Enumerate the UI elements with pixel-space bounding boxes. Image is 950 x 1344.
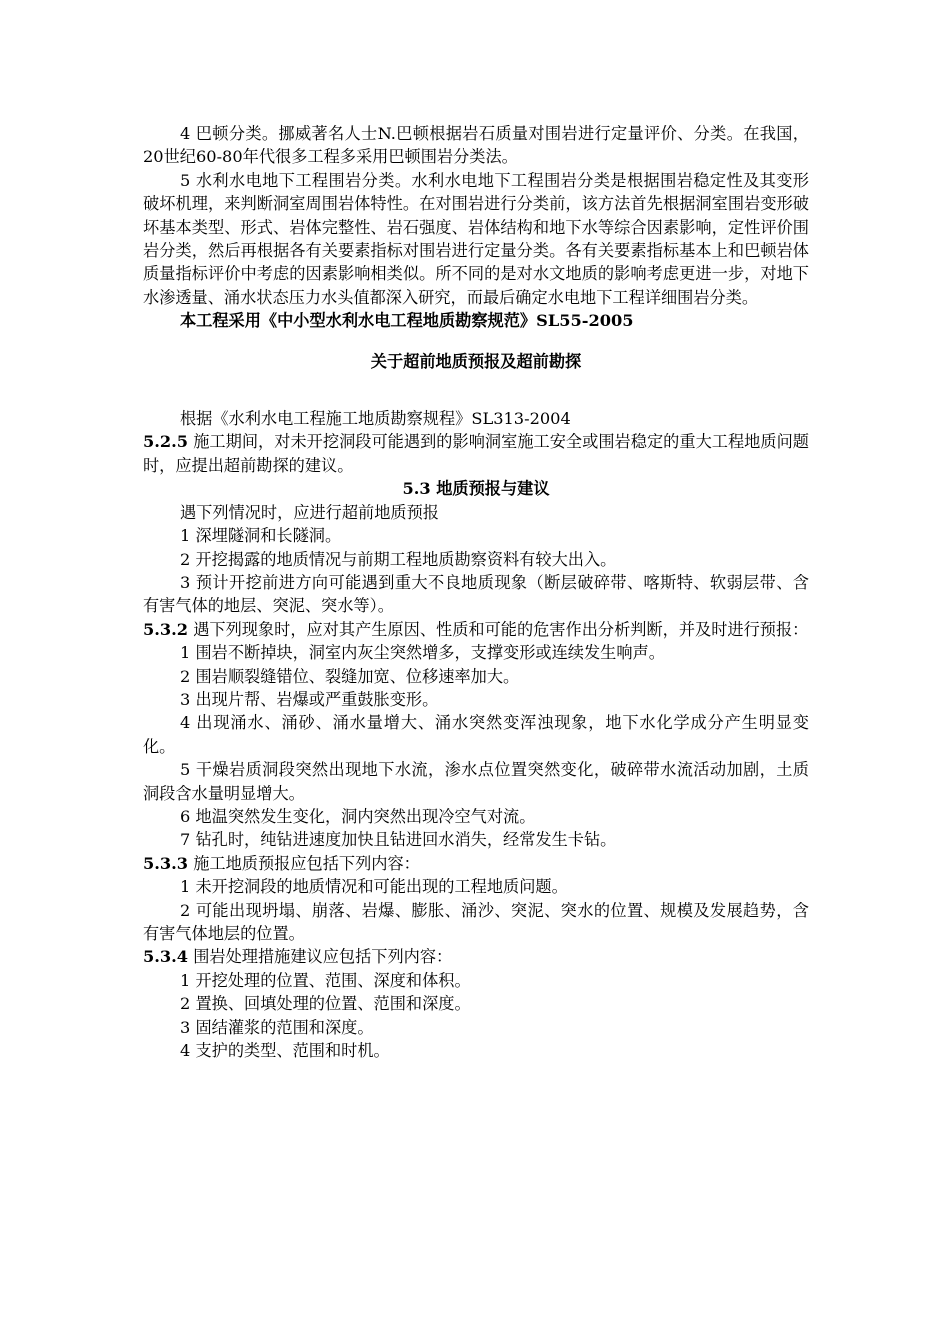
paragraph-barton-classification: 4 巴顿分类。挪威著名人士N.巴顿根据岩石质量对围岩进行定量评价、分类。在我国，20世纪60-80年代很多工程多采用巴顿围岩分类法。 xyxy=(143,124,809,167)
clause-number: 5.3.4 xyxy=(143,947,189,967)
paragraph-reference-standard: 根据《水利水电工程施工地质勘察规程》SL313-2004 xyxy=(180,409,571,429)
list-item: 2 开挖揭露的地质情况与前期工程地质勘察资料有较大出入。 xyxy=(180,549,617,569)
list-item: 1 开挖处理的位置、范围、深度和体积。 xyxy=(180,970,471,990)
clause-5-3-4 xyxy=(143,945,809,968)
clause-5-3-2 xyxy=(143,618,809,641)
paragraph-forecast-conditions: 遇下列情况时，应进行超前地质预报 xyxy=(180,502,439,522)
list-item: 7 钻孔时，纯钻进速度加快且钻进回水消失，经常发生卡钻。 xyxy=(180,830,617,850)
document-body xyxy=(143,122,809,1062)
list-item: 2 围岩顺裂缝错位、裂缝加宽、位移速率加大。 xyxy=(180,666,520,686)
list-item: 2 可能出现坍塌、崩落、岩爆、膨胀、涌沙、突泥、突水的位置、规模及发展趋势，含有害气体地层的位置。 xyxy=(143,900,809,943)
list-item: 5 干燥岩质洞段突然出现地下水流，渗水点位置突然变化，破碎带水流活动加剧，土质洞段含水量明显增大。 xyxy=(143,760,809,803)
clause-text: 围岩处理措施建议应包括下列内容： xyxy=(188,947,453,967)
clause-text: 施工期间，对未开挖洞段可能遇到的影响洞室施工安全或围岩稳定的重大工程地质问题时，应提出超前勘探的建议。 xyxy=(143,432,809,475)
list-item: 1 深埋隧洞和长隧洞。 xyxy=(180,526,342,546)
clause-text: 遇下列现象时，应对其产生原因、性质和可能的危害作出分析判断，并及时进行预报： xyxy=(188,619,809,639)
list-item: 1 围岩不断掉块，洞室内灰尘突然增多，支撑变形或连续发生响声。 xyxy=(180,643,665,663)
list-item: 3 预计开挖前进方向可能遇到重大不良地质现象（断层破碎带、喀斯特、软弱层带、含有害气体的地层、突泥、突水等）。 xyxy=(143,572,809,616)
list-item: 2 置换、回填处理的位置、范围和深度。 xyxy=(180,994,471,1014)
clause-5-3-3 xyxy=(143,852,809,875)
clause-number: 5.3.3 xyxy=(143,853,189,873)
clause-number: 5.3.2 xyxy=(143,619,189,639)
clause-5-2-5 xyxy=(143,430,809,477)
section-title-5-3: 5.3 地质预报与建议 xyxy=(402,479,550,499)
list-item: 3 出现片帮、岩爆或严重鼓胀变形。 xyxy=(180,689,439,709)
paragraph-hydropower-classification: 5 水利水电地下工程围岩分类。水利水电地下工程围岩分类是根据围岩稳定性及其变形破坏机理，来判断洞室周围岩体特性。在对围岩进行分类前，该方法首先根据洞室围岩变形破坏基本类型、形式、岩体完整性、岩石强度、岩体结构和地下水等综合因素影响，定性评价围岩分类，然后再根据各有关要素指标对围岩进行定量分类。各有关要素指标基本上和巴顿岩体质量指标评价中考虑的因素影响相类似。所不同的是对水文地质的影响考虑更进一步，对地下水渗透量、涌水状态压力水头值都深入研究，而最后确定水电地下工程详细围岩分类。 xyxy=(143,170,809,307)
list-item: 3 固结灌浆的范围和深度。 xyxy=(180,1017,374,1037)
clause-number: 5.2.5 xyxy=(143,432,189,452)
paragraph-adopted-standard: 本工程采用《中小型水利水电工程地质勘察规范》SL55-2005 xyxy=(180,311,634,331)
clause-text: 施工地质预报应包括下列内容： xyxy=(188,853,420,873)
list-item: 4 支护的类型、范围和时机。 xyxy=(180,1041,390,1061)
section-title-advance-forecast: 关于超前地质预报及超前勘探 xyxy=(370,351,582,371)
list-item: 6 地温突然发生变化，洞内突然出现冷空气对流。 xyxy=(180,806,536,826)
list-item: 1 未开挖洞段的地质情况和可能出现的工程地质问题。 xyxy=(180,877,568,897)
list-item: 4 出现涌水、涌砂、涌水量增大、涌水突然变浑浊现象，地下水化学成分产生明显变化。 xyxy=(143,713,809,756)
